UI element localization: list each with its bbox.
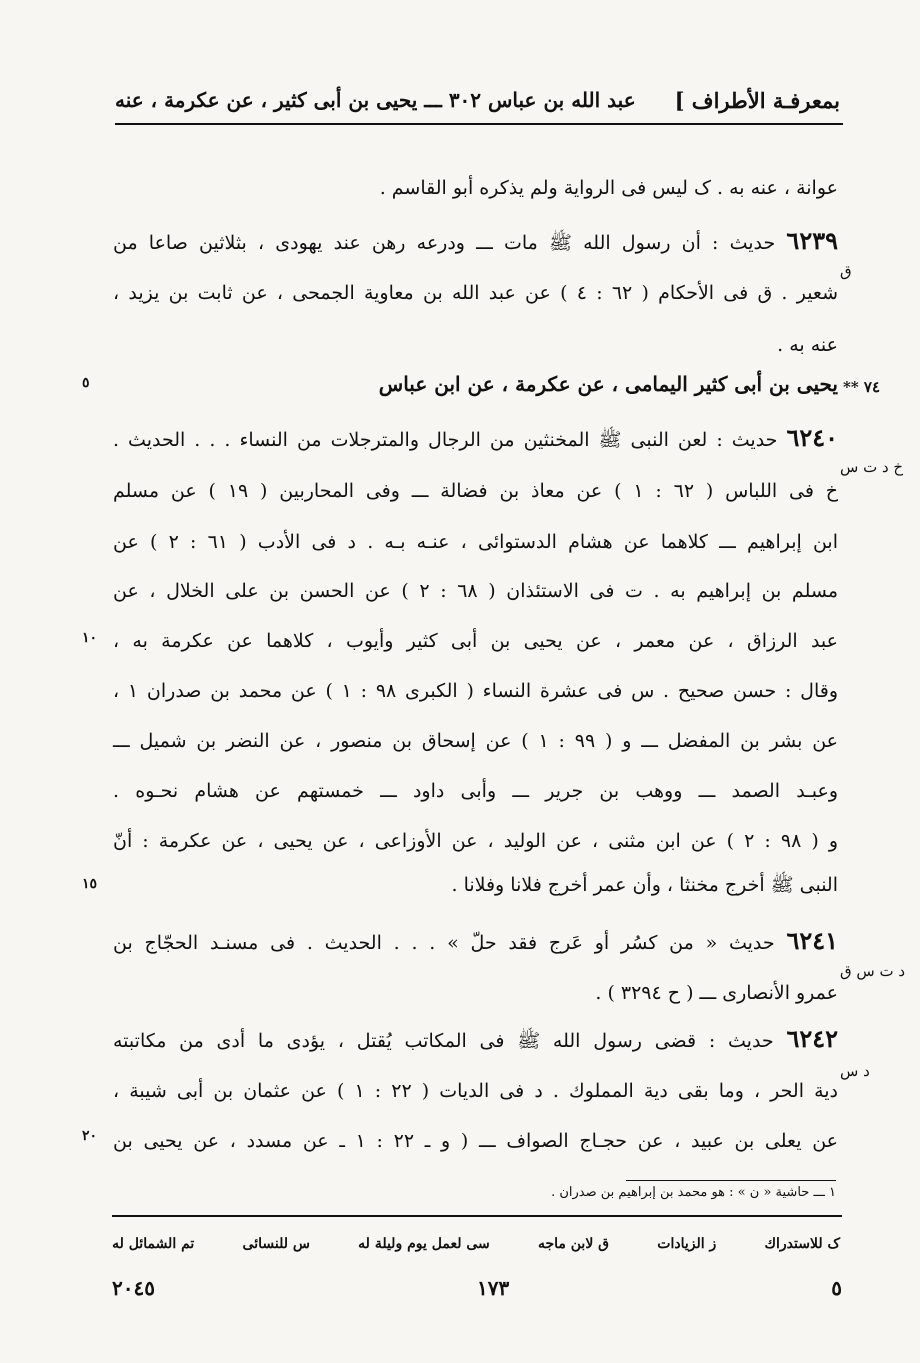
footnote-rule [626,1180,836,1181]
abbreviation: ک للاستدراك [764,1236,840,1252]
footer-rule [112,1215,842,1217]
abbreviation-key [112,1236,840,1252]
text-line: عن يعلى بن عبيد ، عن حجـاج الصواف ـــ ( و ـ ٢٢ : ١ ـ عن مسدد ، عن يحيى بن [113,1130,839,1152]
abbreviation: سى لعمل يوم وليلة له [358,1236,490,1252]
line-number: ١٥ [82,876,98,892]
side-code: خ د ت س [840,458,904,476]
page-footer [112,1276,842,1300]
text-line: خ فى اللباس ( ٦٢ : ١ ) عن معاذ بن فضالة ـــ وفى المحاربين ( ١٩ ) عن مسلم [113,480,839,502]
text-line: وقال : حسن صحيح . س فى عشرة النساء ( الكبرى ٩٨ : ١ ) عن محمد بن صدران ١ ، [113,680,839,702]
text-line: و ( ٩٨ : ٢ ) عن ابن مثنى ، عن الوليد ، عن الأوزاعى ، عن يحيى ، عن عكرمة : أنّ [113,830,838,852]
text-line: عوانة ، عنه به . ک ليس فى الرواية ولم يذكره أبو القاسم . [379,177,838,199]
chapter-number: ٧٤ ** [843,378,881,396]
page-number: ١٧٣ [476,1276,510,1300]
hadith-6241-line-1: ٦٢٤١ حديث « من كسُر أو عَرج فقد حلّ » . . . الحديث . فى مسنـد الحجّاج بن [113,926,838,955]
text-line: النبى ﷺ أخرج مخنثا ، وأن عمر أخرج فلانا وفلانا . [451,874,838,896]
footer-right-number: ٥ [831,1276,842,1300]
text-line: عمرو الأنصارى ـــ ( ح ٣٢٩٤ ) . [595,982,838,1004]
text-line: عنه به . [777,334,838,356]
running-header [115,80,840,120]
hadith-6239-line-1: ٦٢٣٩ حديث : أن رسول الله ﷺ مات ـــ ودرعه رهن عند يهودى ، بثلاثين صاعا من [113,226,838,255]
abbreviation: ق لابن ماجه [537,1236,610,1252]
hadith-6242-line-1: ٦٢٤٢ حديث : قضى رسول الله ﷺ فى المكاتب يُقتل ، يؤدى ما أدى من مكاتبته [113,1024,838,1053]
text-line: شعير . ق فى الأحكام ( ٦٢ : ٤ ) عن عبد الله بن معاوية الجمحى ، عن ثابت بن يزيد ، [113,282,839,304]
text-line: عبد الرزاق ، عن معمر ، عن يحيى بن أبى كثير وأيوب ، كلاهما عن عكرمة به ، [113,630,838,652]
hadith-number: ٦٢٤٢ [786,1024,838,1053]
hadith-number: ٦٢٤١ [786,926,838,955]
side-code: د س [840,1062,870,1080]
abbreviation: س للنسائى [242,1236,310,1252]
running-header-left: عبد الله بن عباس ٣٠٢ ـــ يحيى بن أبى كثير ، عن عكرمة ، عنه [115,88,636,112]
line-number: ٢٠ [82,1128,98,1144]
hadith-number: ٦٢٣٩ [786,226,838,255]
text-line: دية الحر ، وما بقى دية المملوك . د فى الديات ( ٢٢ : ١ ) عن عثمان بن أبى شيبة ، [113,1080,839,1102]
hadith-number: ٦٢٤٠ [786,423,838,452]
abbreviation: تم الشمائل له [112,1236,195,1252]
header-rule [115,123,843,125]
abbreviation: ز الزيادات [657,1236,717,1252]
footer-left-number: ٢٠٤٥ [112,1276,155,1300]
line-number: ٥ [82,375,90,391]
text-line: مسلم بن إبراهيم به . ت فى الاستئذان ( ٦٨ : ٢ ) عن الحسن بن على الخلال ، عن [113,580,838,602]
text-line: وعبـد الصمد ـــ ووهب بن جرير ـــ وأبى داود ـــ خمستهم عن هشام نحـوه . [113,780,838,802]
chapter-title: يحيى بن أبى كثير اليمامى ، عن عكرمة ، عن ابن عباس [378,372,838,396]
footnote: ١ ـــ حاشية « ن » : هو محمد بن إبراهيم بن صدران . [551,1185,836,1200]
running-header-right: بمعرفـة الأطراف ] [674,87,840,113]
line-number: ١٠ [82,630,98,646]
text-line: عن بشر بن المفضل ـــ و ( ٩٩ : ١ ) عن إسحاق بن منصور ، عن النضر بن شميل ـــ [113,730,838,752]
side-code: د ت س ق [840,962,906,980]
text-line: ابن إبراهيم ـــ كلاهما عن هشام الدستوائى ، عنـه بـه . د فى الأدب ( ٦١ : ٢ ) عن [113,531,838,553]
hadith-6240-line-1: ٦٢٤٠ حديث : لعن النبى ﷺ المخنثين من الرجال والمترجلات من النساء . . . الحديث . [113,423,838,452]
side-code: ق [840,262,852,280]
